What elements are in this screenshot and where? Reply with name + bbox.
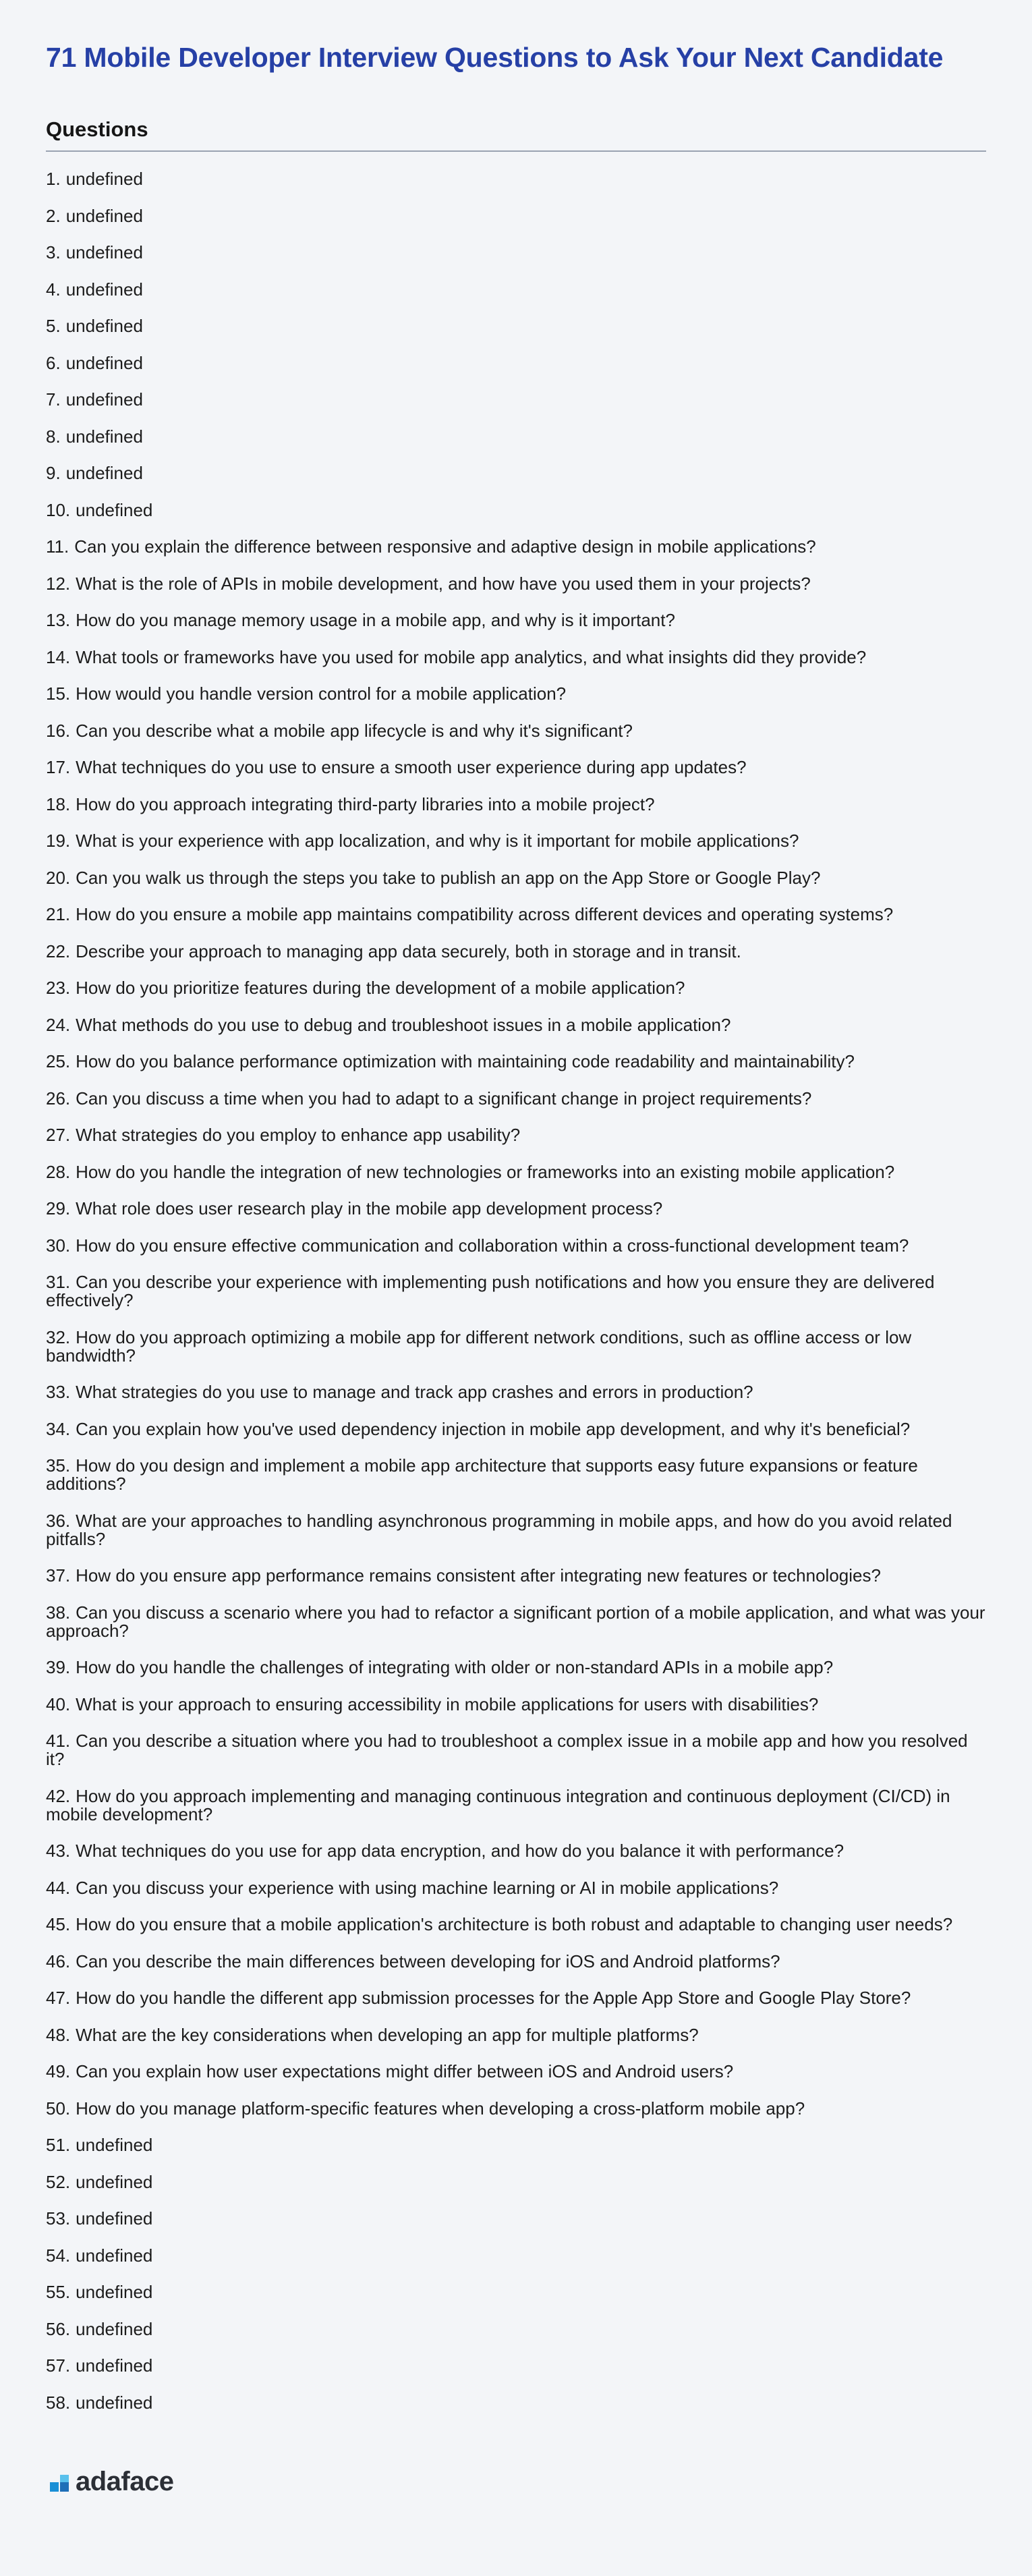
question-number: 20. <box>46 867 71 888</box>
question-number: 28. <box>46 1161 71 1182</box>
question-number: 1. <box>46 169 61 189</box>
question-item <box>46 1842 986 1860</box>
question-number: 10. <box>46 499 71 520</box>
question-text: undefined <box>65 242 143 262</box>
question-item <box>46 1658 986 1677</box>
question-number: 12. <box>46 573 71 594</box>
question-text: What role does user research play in the mobile app development process? <box>76 1198 663 1219</box>
question-number: 21. <box>46 904 71 924</box>
question-text: How do you handle the integration of new technologies or frameworks into an existing mobile application? <box>76 1161 895 1182</box>
question-number: 40. <box>46 1693 71 1714</box>
question-number: 55. <box>46 2282 71 2302</box>
question-item <box>46 869 986 887</box>
question-text: How do you prioritize features during the development of a mobile application? <box>76 978 685 998</box>
question-item <box>46 2210 986 2228</box>
question-item <box>46 1328 986 1365</box>
question-number: 46. <box>46 1951 71 1971</box>
question-item <box>46 1953 986 1971</box>
question-number: 15. <box>46 683 71 704</box>
adaface-logo-icon <box>50 2471 70 2492</box>
question-text: undefined <box>76 2318 153 2339</box>
question-item <box>46 428 986 446</box>
question-number: 35. <box>46 1455 71 1476</box>
question-text: Can you discuss your experience with using machine learning or AI in mobile applications? <box>76 1877 779 1898</box>
question-text: What is the role of APIs in mobile development, and how have you used them in your projects? <box>76 573 811 594</box>
question-number: 54. <box>46 2245 71 2266</box>
question-item <box>46 2173 986 2191</box>
question-number: 50. <box>46 2098 71 2119</box>
question-number: 3. <box>46 242 61 262</box>
question-number: 17. <box>46 757 71 777</box>
question-item <box>46 2100 986 2118</box>
question-text: undefined <box>76 2392 153 2413</box>
question-number: 29. <box>46 1198 71 1219</box>
question-text: How do you manage platform-specific features when developing a cross-platform mobile app? <box>76 2098 805 2119</box>
question-item <box>46 1237 986 1255</box>
question-number: 7. <box>46 389 61 410</box>
question-item <box>46 2357 986 2375</box>
question-item <box>46 1126 986 1144</box>
question-item <box>46 2320 986 2339</box>
question-number: 37. <box>46 1565 71 1586</box>
question-item <box>46 575 986 593</box>
question-text: How do you approach integrating third-party libraries into a mobile project? <box>76 793 655 814</box>
question-text: How do you balance performance optimization with maintaining code readability and maintainability? <box>76 1051 855 1071</box>
adaface-logo <box>50 2468 173 2495</box>
question-number: 30. <box>46 1235 71 1256</box>
question-item <box>46 2136 986 2154</box>
question-text: undefined <box>65 205 143 226</box>
question-item <box>46 611 986 629</box>
question-text: How do you handle the challenges of integrating with older or non-standard APIs in a mobile app? <box>76 1657 834 1677</box>
question-item <box>46 244 986 262</box>
question-item <box>46 1787 986 1824</box>
question-text: Can you describe the main differences between developing for iOS and Android platforms? <box>76 1951 780 1971</box>
question-text: Can you explain the difference between responsive and adaptive design in mobile applications? <box>74 536 816 557</box>
question-number: 56. <box>46 2318 71 2339</box>
question-text: undefined <box>76 2245 153 2266</box>
question-item <box>46 2283 986 2301</box>
question-number: 48. <box>46 2024 71 2045</box>
question-text: What is your experience with app localization, and why is it important for mobile applications? <box>76 831 799 851</box>
question-number: 43. <box>46 1841 71 1861</box>
question-text: Can you describe a situation where you had to troubleshoot a complex issue in a mobile app and how you resolved it? <box>46 1731 968 1769</box>
question-number: 33. <box>46 1382 71 1402</box>
question-item <box>46 1989 986 2007</box>
question-number: 4. <box>46 279 61 300</box>
question-item <box>46 1693 986 1714</box>
question-text: undefined <box>65 389 143 410</box>
question-text: undefined <box>76 2135 153 2155</box>
question-item <box>46 905 986 924</box>
question-number: 39. <box>46 1657 71 1677</box>
question-number: 26. <box>46 1088 71 1109</box>
question-text: undefined <box>65 426 143 447</box>
question-number: 5. <box>46 316 61 336</box>
question-number: 58. <box>46 2392 71 2413</box>
question-number: 2. <box>46 205 61 226</box>
question-number: 27. <box>46 1125 71 1145</box>
question-item <box>46 391 986 409</box>
question-text: Describe your approach to managing app data securely, both in storage and in transit. <box>76 941 741 961</box>
question-item <box>46 795 986 814</box>
question-item <box>46 1090 986 1108</box>
question-number: 11. <box>46 536 69 557</box>
question-text: What strategies do you employ to enhance app usability? <box>76 1125 521 1145</box>
question-text: What tools or frameworks have you used for mobile app analytics, and what insights did they provide? <box>76 646 867 667</box>
question-number: 34. <box>46 1418 71 1439</box>
question-number: 13. <box>46 610 71 630</box>
question-number: 9. <box>46 463 61 483</box>
question-text: What are the key considerations when developing an app for multiple platforms? <box>76 2024 699 2045</box>
question-number: 47. <box>46 1988 71 2008</box>
question-text: undefined <box>65 169 143 189</box>
question-text: How do you manage memory usage in a mobile app, and why is it important? <box>76 610 675 630</box>
question-number: 22. <box>46 941 71 961</box>
question-number: 49. <box>46 2061 71 2081</box>
question-number: 23. <box>46 978 71 998</box>
page-title: 71 Mobile Developer Interview Questions to Ask Your Next Candidate <box>46 42 944 73</box>
question-number: 31. <box>46 1272 71 1292</box>
question-item <box>46 832 986 850</box>
logo-text: adaface <box>76 2467 174 2496</box>
question-text: undefined <box>76 2208 153 2229</box>
question-item <box>46 1420 986 1438</box>
question-text: How do you approach optimizing a mobile app for different network conditions, such as offline access or low bandwidth? <box>46 1326 912 1366</box>
question-item <box>46 281 986 299</box>
question-text: undefined <box>65 316 143 336</box>
question-item <box>46 2026 986 2044</box>
question-item <box>46 722 986 740</box>
question-item <box>46 758 986 777</box>
question-item <box>46 1567 986 1585</box>
question-text: How do you handle the different app submission processes for the Apple App Store and Google Play Store? <box>76 1988 911 2008</box>
question-text: undefined <box>76 2355 153 2376</box>
question-item <box>46 1915 986 1934</box>
question-text: What are your approaches to handling asynchronous programming in mobile apps, and how do you avoid related pitfalls? <box>46 1510 952 1549</box>
question-text: What methods do you use to debug and troubleshoot issues in a mobile application? <box>76 1014 731 1035</box>
question-item <box>46 1273 986 1310</box>
question-text: How do you ensure that a mobile application's architecture is both robust and adaptable to changing user needs? <box>76 1914 953 1934</box>
question-text: undefined <box>65 352 143 373</box>
section-title: Questions <box>46 117 148 141</box>
question-text: Can you describe what a mobile app lifecycle is and why it's significant? <box>76 720 633 741</box>
question-text: How do you ensure a mobile app maintains compatibility across different devices and operating systems? <box>76 904 894 924</box>
question-item <box>46 1053 986 1071</box>
question-text: Can you discuss a scenario where you had to refactor a significant portion of a mobile application, and what was your approach? <box>46 1602 985 1641</box>
question-item <box>46 2247 986 2265</box>
question-number: 32. <box>46 1326 71 1347</box>
question-item <box>46 1879 986 1897</box>
question-text: Can you explain how user expectations might differ between iOS and Android users? <box>76 2061 734 2081</box>
question-text: undefined <box>76 499 153 520</box>
question-text: Can you describe your experience with implementing push notifications and how you ensure they are delivered effectively? <box>46 1272 935 1310</box>
question-number: 19. <box>46 831 71 851</box>
question-text: What techniques do you use for app data encryption, and how do you balance it with performance? <box>76 1841 844 1861</box>
question-number: 6. <box>46 352 61 373</box>
question-text: How do you ensure app performance remains consistent after integrating new features or technologies? <box>76 1565 881 1586</box>
section-divider <box>46 150 986 152</box>
question-item <box>46 538 986 556</box>
question-text: undefined <box>65 463 143 483</box>
question-item <box>46 685 986 703</box>
question-item <box>46 1016 986 1034</box>
question-item <box>46 1512 986 1548</box>
question-number: 16. <box>46 720 71 741</box>
question-number: 53. <box>46 2208 71 2229</box>
question-number: 14. <box>46 646 71 667</box>
question-item <box>46 1383 986 1401</box>
question-item <box>46 648 986 667</box>
question-number: 51. <box>46 2135 71 2155</box>
question-text: How would you handle version control for a mobile application? <box>76 683 567 704</box>
question-number: 25. <box>46 1051 71 1071</box>
question-text: How do you ensure effective communication and collaboration within a cross-functional development team? <box>76 1235 909 1256</box>
question-number: 36. <box>46 1510 71 1531</box>
question-number: 41. <box>46 1731 71 1751</box>
question-item <box>46 2063 986 2081</box>
question-item <box>46 317 986 335</box>
question-item <box>46 501 986 520</box>
question-item <box>46 1457 986 1493</box>
question-text: How do you approach implementing and managing continuous integration and continuous deployment (CI/CD) in mobile development? <box>46 1785 950 1824</box>
question-item <box>46 1732 986 1768</box>
question-number: 57. <box>46 2355 71 2376</box>
question-text: Can you explain how you've used dependency injection in mobile app development, and why it's beneficial? <box>76 1418 911 1439</box>
question-number: 8. <box>46 426 61 447</box>
question-item <box>46 2394 986 2412</box>
question-item <box>46 170 986 188</box>
question-text: undefined <box>76 2171 153 2192</box>
question-text: Can you discuss a time when you had to adapt to a significant change in project requirements? <box>76 1088 812 1109</box>
question-text: undefined <box>65 279 143 300</box>
question-text: What strategies do you use to manage and track app crashes and errors in production? <box>76 1382 753 1402</box>
question-number: 42. <box>46 1785 71 1806</box>
question-number: 52. <box>46 2171 71 2192</box>
question-list <box>46 170 986 2430</box>
question-item <box>46 1604 986 1640</box>
question-item <box>46 1200 986 1218</box>
question-number: 45. <box>46 1914 71 1934</box>
question-number: 44. <box>46 1877 71 1898</box>
question-text: undefined <box>76 2282 153 2302</box>
question-text: How do you design and implement a mobile app architecture that supports easy future expansions or feature additions? <box>46 1455 918 1494</box>
question-item <box>46 943 986 961</box>
question-number: 24. <box>46 1014 71 1035</box>
question-item <box>46 464 986 482</box>
question-text: Can you walk us through the steps you take to publish an app on the App Store or Google Play? <box>76 867 821 888</box>
question-number: 18. <box>46 793 71 814</box>
question-number: 38. <box>46 1602 71 1623</box>
question-item <box>46 354 986 372</box>
questions-section-header <box>46 115 986 152</box>
question-item <box>46 207 986 225</box>
question-text: What is your approach to ensuring accessibility in mobile applications for users with disabilities? <box>76 1693 819 1714</box>
question-item <box>46 1163 986 1181</box>
question-item <box>46 979 986 997</box>
question-text: What techniques do you use to ensure a smooth user experience during app updates? <box>76 757 747 777</box>
